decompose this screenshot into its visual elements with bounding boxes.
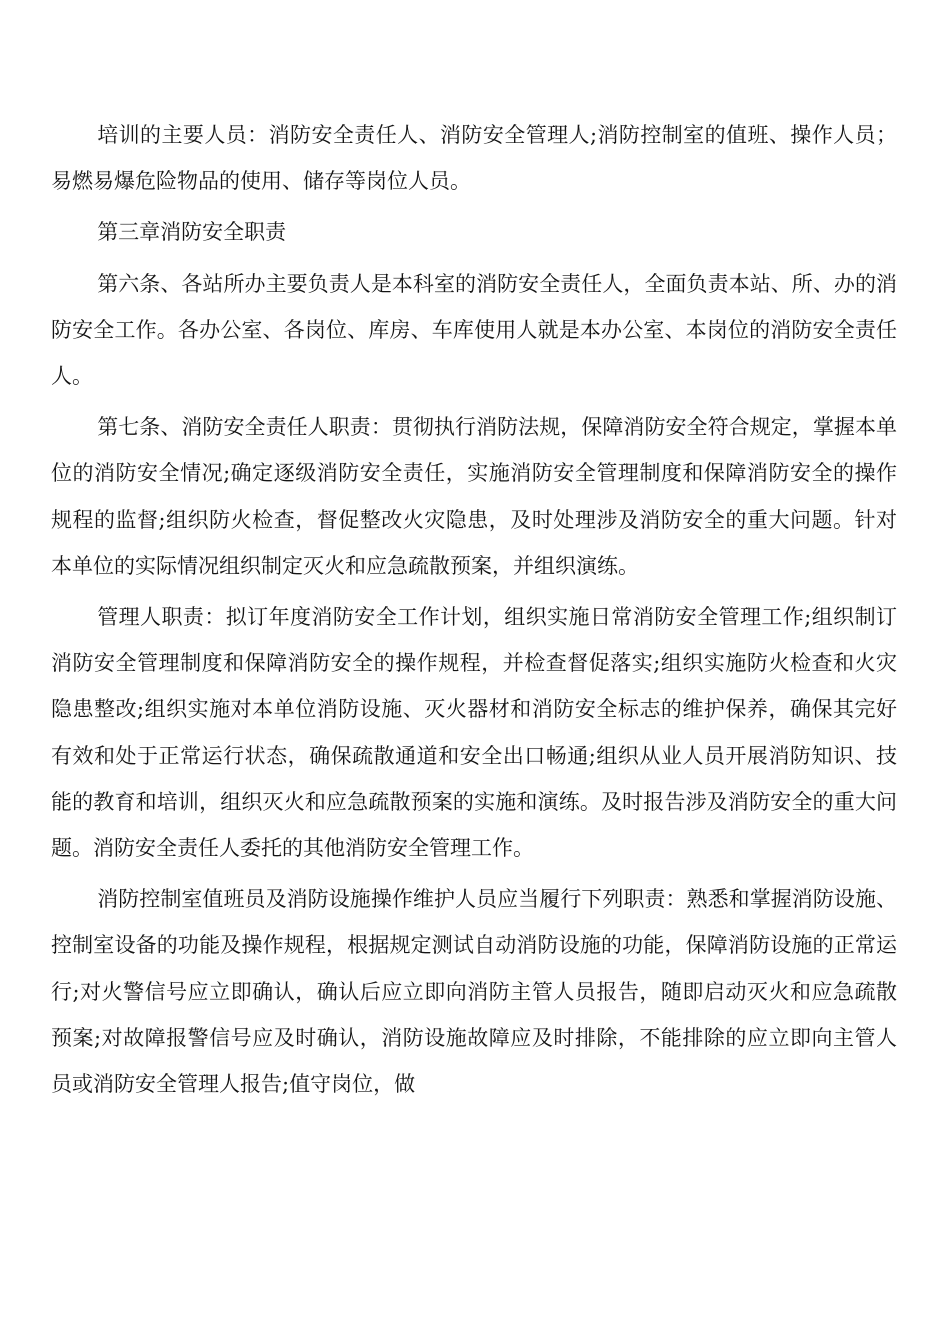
paragraph-article-7: 第七条、消防安全责任人职责：贯彻执行消防法规，保障消防安全符合规定，掌握本单位的消防安全情况;确定逐级消防安全责任，实施消防安全管理制度和保障消防安全的操作规程的监督;组织防火检查，督促整改火灾隐患，及时处理涉及消防安全的重大问题。针对本单位的实际情况组织制定灭火和应急疏散预案，并组织演练。 [51,415,897,578]
chapter-heading: 第三章消防安全职责 [97,220,287,245]
paragraph-training-personnel: 培训的主要人员：消防安全责任人、消防安全管理人;消防控制室的值班、操作人员；易燃易爆危险物品的使用、储存等岗位人员。 [51,123,897,194]
paragraph-article-6: 第六条、各站所办主要负责人是本科室的消防安全责任人，全面负责本站、所、办的消防安全工作。各办公室、各岗位、库房、车库使用人就是本办公室、本岗位的消防安全责任人。 [51,271,897,389]
paragraph-control-room-duties: 消防控制室值班员及消防设施操作维护人员应当履行下列职责：熟悉和掌握消防设施、控制室设备的功能及操作规程，根据规定测试自动消防设施的功能，保障消防设施的正常运行;对火警信号应立即确认，确认后应立即向消防主管人员报告，随即启动灭火和应急疏散预案;对故障报警信号应及时确认，消防设施故障应及时排除，不能排除的应立即向主管人员或消防安全管理人报告;值守岗位，做 [51,887,897,1097]
paragraph-manager-duties: 管理人职责：拟订年度消防安全工作计划，组织实施日常消防安全管理工作;组织制订消防安全管理制度和保障消防安全的操作规程，并检查督促落实;组织实施防火检查和火灾隐患整改;组织实施对本单位消防设施、灭火器材和消防安全标志的维护保养，确保其完好有效和处于正常运行状态，确保疏散通道和安全出口畅通;组织从业人员开展消防知识、技能的教育和培训，组织灭火和应急疏散预案的实施和演练。及时报告涉及消防安全的重大问题。消防安全责任人委托的其他消防安全管理工作。 [51,605,897,861]
document-body [51,112,897,1107]
